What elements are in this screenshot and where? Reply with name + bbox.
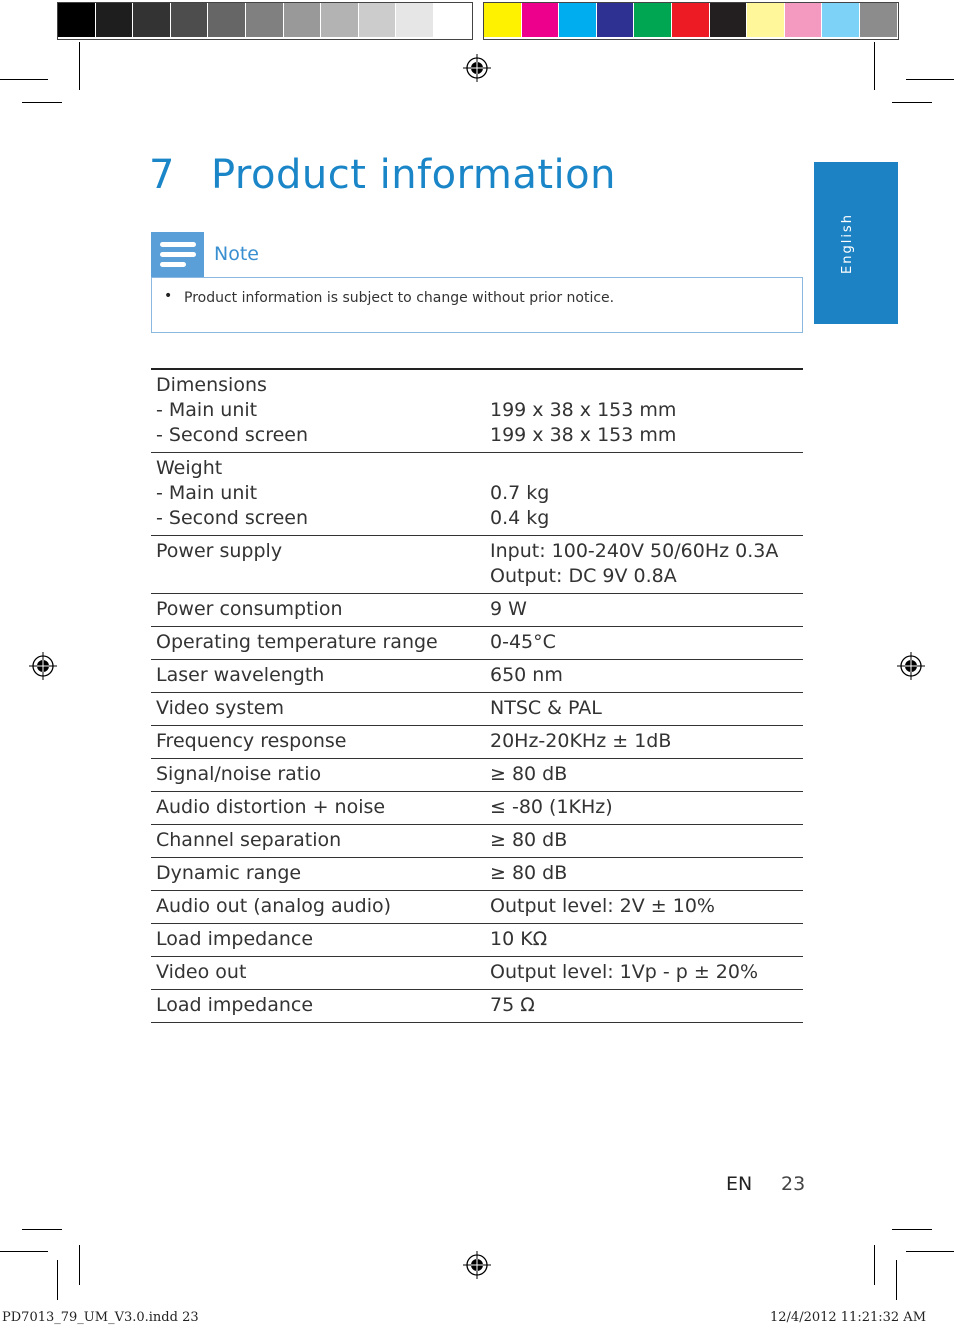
- spec-value-line: Input: 100-240V 50/60Hz 0.3A: [490, 540, 779, 562]
- spec-label-line: Frequency response: [156, 730, 347, 752]
- spec-value: [485, 369, 803, 453]
- crop-mark: [0, 79, 48, 80]
- color-swatch: [634, 3, 672, 37]
- note-box: [151, 277, 803, 333]
- color-swatch: [396, 3, 434, 37]
- crop-mark: [0, 1251, 48, 1252]
- color-swatch: [860, 3, 898, 37]
- spec-value-line: 199 x 38 x 153 mm: [490, 399, 677, 421]
- registration-mark-icon: [29, 652, 57, 680]
- spec-value-line: 20Hz-20KHz ± 1dB: [490, 730, 672, 752]
- spec-row: [151, 858, 803, 891]
- spec-value-line: Output level: 1Vp - p ± 20%: [490, 961, 759, 983]
- crop-mark: [79, 1245, 80, 1285]
- crop-mark: [874, 1245, 875, 1285]
- spec-label: [151, 594, 485, 627]
- color-swatch: [133, 3, 171, 37]
- spec-value: [485, 726, 803, 759]
- color-swatch: [522, 3, 560, 37]
- spec-value-line: 0.4 kg: [490, 507, 550, 529]
- spec-label-line: Load impedance: [156, 928, 314, 950]
- spec-label-line: Audio distortion + noise: [156, 796, 386, 818]
- spec-label-line: Channel separation: [156, 829, 342, 851]
- spec-label: [151, 891, 485, 924]
- spec-value: [485, 891, 803, 924]
- spec-value-line: 0.7 kg: [490, 482, 550, 504]
- spec-label: [151, 825, 485, 858]
- spec-label: [151, 957, 485, 990]
- spec-row: [151, 957, 803, 990]
- spec-label-line: Audio out (analog audio): [156, 895, 392, 917]
- grayscale-color-bar: [57, 2, 473, 40]
- slug-filename: PD7013_79_UM_V3.0.indd 23: [2, 1310, 199, 1325]
- spec-label: [151, 369, 485, 453]
- spec-value-line: ≤ -80 (1KHz): [490, 796, 613, 818]
- spec-value-line: 9 W: [490, 598, 527, 620]
- crop-mark: [874, 42, 875, 90]
- spec-label-line: Video system: [156, 697, 284, 719]
- spec-value-line: [490, 373, 803, 398]
- crop-mark: [22, 102, 62, 103]
- crop-mark: [906, 79, 954, 80]
- spec-value: [485, 453, 803, 536]
- color-swatch: [672, 3, 710, 37]
- spec-value-line: 650 nm: [490, 664, 563, 686]
- page-number: 23: [781, 1173, 806, 1195]
- spec-label-line: - Second screen: [156, 424, 309, 446]
- spec-label-line: Video out: [156, 961, 247, 983]
- chapter-title: Product information: [211, 152, 616, 198]
- spec-label: [151, 726, 485, 759]
- chapter-number: 7: [149, 152, 175, 198]
- spec-value: [485, 924, 803, 957]
- crop-mark: [892, 1229, 932, 1230]
- spec-value-line: ≥ 80 dB: [490, 862, 568, 884]
- color-swatch: [208, 3, 246, 37]
- spec-value-line: ≥ 80 dB: [490, 829, 568, 851]
- registration-mark-icon: [463, 1251, 491, 1279]
- registration-mark-icon: [463, 54, 491, 82]
- spec-label-line: - Main unit: [156, 482, 258, 504]
- color-swatch: [359, 3, 397, 37]
- spec-label-line: Power consumption: [156, 598, 343, 620]
- spec-row: [151, 825, 803, 858]
- crop-mark: [906, 1251, 954, 1252]
- spec-value: [485, 594, 803, 627]
- color-swatch: [822, 3, 860, 37]
- color-swatch: [785, 3, 823, 37]
- color-swatch: [321, 3, 359, 37]
- spec-label: [151, 453, 485, 536]
- note-text: Product information is subject to change without prior notice.: [184, 290, 615, 306]
- spec-value: [485, 627, 803, 660]
- spec-label: [151, 990, 485, 1023]
- spec-row: [151, 660, 803, 693]
- spec-value-line: 10 KΩ: [490, 928, 548, 950]
- color-swatch: [747, 3, 785, 37]
- color-swatch: [559, 3, 597, 37]
- spec-row: [151, 990, 803, 1023]
- spec-value: [485, 858, 803, 891]
- spec-row: [151, 792, 803, 825]
- crop-mark: [892, 102, 932, 103]
- spec-row: [151, 924, 803, 957]
- language-tab-label: English: [840, 213, 855, 274]
- spec-label-line: Laser wavelength: [156, 664, 325, 686]
- spec-label-line: Operating temperature range: [156, 631, 438, 653]
- spec-row: [151, 594, 803, 627]
- spec-value: [485, 990, 803, 1023]
- crop-mark: [57, 1260, 58, 1300]
- color-swatch: [171, 3, 209, 37]
- note-icon: [151, 232, 204, 278]
- spec-value: [485, 693, 803, 726]
- spec-value-line: [490, 456, 803, 481]
- color-swatch: [484, 3, 522, 37]
- process-color-bar: [483, 2, 899, 40]
- spec-label: [151, 759, 485, 792]
- color-swatch: [284, 3, 322, 37]
- page-language-code: EN: [726, 1173, 753, 1195]
- color-swatch: [434, 3, 472, 37]
- spec-value-line: NTSC & PAL: [490, 697, 602, 719]
- crop-mark: [896, 1260, 897, 1300]
- color-swatch: [597, 3, 635, 37]
- color-swatch: [58, 3, 96, 37]
- spec-table: [151, 368, 803, 1023]
- spec-value-line: 0-45°C: [490, 631, 556, 653]
- spec-label: [151, 693, 485, 726]
- spec-value: [485, 536, 803, 594]
- spec-label: [151, 536, 485, 594]
- spec-value: [485, 759, 803, 792]
- spec-label-line: Power supply: [156, 540, 283, 562]
- spec-label-line: Dynamic range: [156, 862, 302, 884]
- spec-label-line: - Second screen: [156, 507, 309, 529]
- note-label: Note: [214, 243, 259, 265]
- spec-label: [151, 924, 485, 957]
- spec-label: [151, 858, 485, 891]
- spec-row: [151, 369, 803, 453]
- spec-row: [151, 726, 803, 759]
- spec-label: [151, 792, 485, 825]
- color-swatch: [710, 3, 748, 37]
- spec-value-line: Output level: 2V ± 10%: [490, 895, 715, 917]
- crop-mark: [79, 42, 80, 90]
- spec-value: [485, 957, 803, 990]
- spec-label: [151, 627, 485, 660]
- color-swatch: [246, 3, 284, 37]
- spec-label-line: Load impedance: [156, 994, 314, 1016]
- spec-label: [151, 660, 485, 693]
- spec-row: [151, 693, 803, 726]
- spec-value-line: ≥ 80 dB: [490, 763, 568, 785]
- page-title: [149, 152, 616, 198]
- spec-value-line: 199 x 38 x 153 mm: [490, 424, 677, 446]
- spec-row: [151, 627, 803, 660]
- note-bullet: •: [164, 288, 173, 304]
- spec-row: [151, 453, 803, 536]
- spec-value: [485, 825, 803, 858]
- spec-row: [151, 759, 803, 792]
- spec-value-line: 75 Ω: [490, 994, 535, 1016]
- spec-value: [485, 792, 803, 825]
- spec-label-line: Signal/noise ratio: [156, 763, 322, 785]
- spec-label-line: Weight: [156, 457, 223, 479]
- spec-label-line: Dimensions: [156, 374, 267, 396]
- registration-mark-icon: [897, 652, 925, 680]
- color-swatch: [96, 3, 134, 37]
- spec-row: [151, 536, 803, 594]
- spec-value-line: Output: DC 9V 0.8A: [490, 565, 677, 587]
- spec-row: [151, 891, 803, 924]
- spec-label-line: - Main unit: [156, 399, 258, 421]
- crop-mark: [22, 1229, 62, 1230]
- language-tab: [814, 162, 898, 324]
- spec-value: [485, 660, 803, 693]
- slug-datetime: 12/4/2012 11:21:32 AM: [770, 1310, 927, 1325]
